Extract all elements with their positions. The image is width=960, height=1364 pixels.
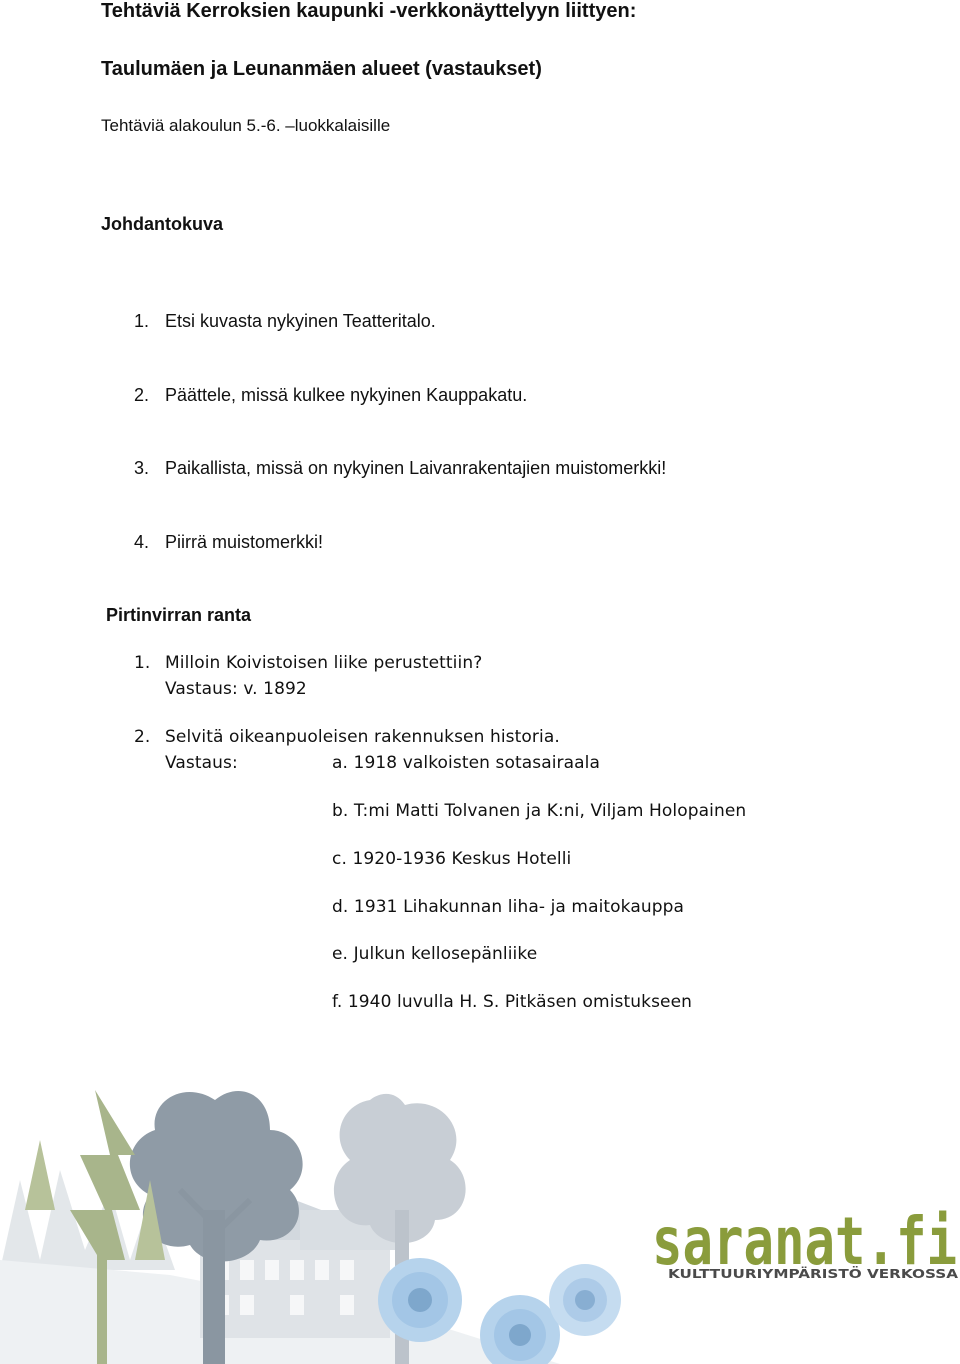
audience-line: Tehtäviä alakoulun 5.-6. –luokkalaisille — [101, 116, 391, 135]
document-title: Tehtäviä Kerroksien kaupunki -verkkonäyttelyyn liittyen: — [101, 0, 637, 22]
answer-item-d: d. 1931 Lihakunnan liha- ja maitokauppa — [332, 897, 685, 917]
logo-text: saranat.fi — [652, 1203, 957, 1280]
intro-item-2-text: Päättele, missä kulkee nykyinen Kauppakatu. — [165, 385, 528, 405]
section-heading-pirtinvirran-ranta: Pirtinvirran ranta — [106, 605, 252, 625]
answer-item-f: f. 1940 luvulla H. S. Pitkäsen omistukseen — [332, 992, 693, 1012]
document-subtitle: Taulumäen ja Leunanmäen alueet (vastaukset) — [101, 58, 542, 80]
intro-item-4-number: 4. — [134, 532, 150, 552]
intro-item-1-text: Etsi kuvasta nykyinen Teatteritalo. — [165, 311, 436, 331]
footer-illustration — [0, 1060, 960, 1364]
intro-item-3-text: Paikallista, missä on nykyinen Laivanrakentajien muistomerkki! — [165, 458, 667, 478]
intro-item-1-number: 1. — [134, 311, 150, 331]
answer-item-c: c. 1920-1936 Keskus Hotelli — [332, 849, 572, 869]
answer-item-b: b. T:mi Matti Tolvanen ja K:ni, Viljam Holopainen — [332, 801, 747, 821]
question-2-answer-label: Vastaus: — [165, 753, 238, 773]
question-1-text: Milloin Koivistoisen liike perustettiin? — [165, 653, 483, 673]
question-2-text: Selvitä oikeanpuoleisen rakennuksen historia. — [165, 727, 560, 747]
section-heading-johdantokuva: Johdantokuva — [101, 214, 224, 234]
question-1-answer: Vastaus: v. 1892 — [165, 679, 307, 699]
answer-item-e: e. Julkun kellosepänliike — [332, 944, 538, 964]
intro-item-2-number: 2. — [134, 385, 150, 405]
question-1-number: 1. — [134, 653, 151, 673]
logo-tagline: KULTTUURIYMPÄRISTÖ VERKOSSA — [668, 1267, 897, 1281]
intro-item-4-text: Piirrä muistomerkki! — [165, 532, 324, 552]
saranat-logo — [652, 1203, 959, 1281]
question-2-number: 2. — [134, 727, 151, 747]
answer-item-a: a. 1918 valkoisten sotasairaala — [332, 753, 601, 773]
intro-item-3-number: 3. — [134, 458, 150, 478]
